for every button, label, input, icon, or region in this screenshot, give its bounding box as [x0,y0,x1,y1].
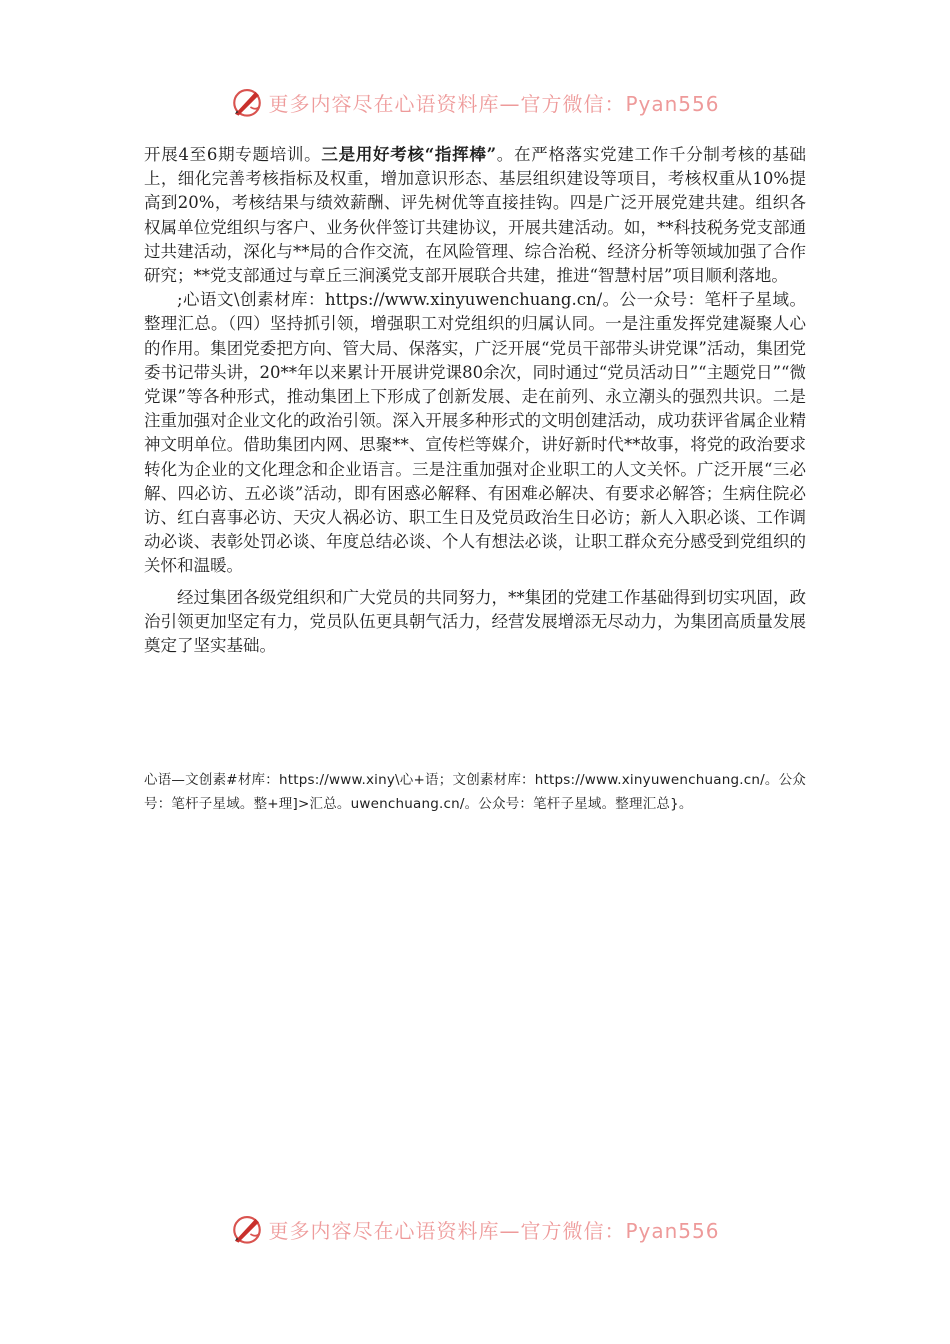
pen-circle-logo-icon [230,1212,264,1246]
header-banner [0,84,950,120]
document-body [144,143,806,658]
p1-bold-heading: 三是用好考核“指挥棒” [321,145,497,164]
paragraph-3: 经过集团各级党组织和广大党员的共同努力，**集团的党建工作基础得到切实巩固，政治引领更加坚定有力，党员队伍更具朝气活力，经营发展增添无尽动力，为集团高质量发展奠定了坚实基础。 [144,587,806,656]
p1-intro: 开展4至6期专题培训。 [144,145,322,164]
paragraph-1 [144,143,806,288]
pen-circle-logo-icon [230,85,264,119]
banner-text: 更多内容尽在心语资料库—官方微信：Pyan556 [268,1218,720,1243]
banner-text: 更多内容尽在心语资料库—官方微信：Pyan556 [268,91,720,116]
p1-rest: 。在严格落实党建工作千分制考核的基础上，细化完善考核指标及权重，增加意识形态、基层组织建设等项目，考核权重从10%提高到20%，考核结果与绩效薪酬、评先树优等直接挂钩。四是广泛开展党建共建。组织各权属单位党组织与客户、业务伙伴签订共建协议，开展共建活动。如，**科技税务党支部通过共建活动，深化与**局的合作交流，在风险管理、综合治税、经济分析等领域加强了合作研究；**党支部通过与章丘三涧溪党支部开展联合共建，推进“智慧村居”项目顺利落地。 [144,145,807,286]
watermark-footnote: 心语—文创素#材库：https://www.xiny\心+语；文创素材库：https://www.xinyuwenchuang.cn/。公众号：笔杆子星域。整+理]>汇总。uwenchuang.cn/。公众号：笔杆子星域。整理汇总}。 [144,772,806,812]
footer-banner [0,1211,950,1247]
paragraph-2: ;心语文\创素材库：https://www.xinyuwenchuang.cn/。公一众号：笔杆子星域。整理汇总。（四）坚持抓引领，增强职工对党组织的归属认同。一是注重发挥党建凝聚人心的作用。集团党委把方向、管大局、保落实，广泛开展“党员干部带头讲党课”活动，集团党委书记带头讲，20**年以来累计开展讲党课80余次，同时通过“党员活动日”“主题党日”“微党课”等各种形式，推动集团上下形成了创新发展、走在前列、永立潮头的强烈共识。二是注重加强对企业文化的政治引领。深入开展多种形式的文明创建活动，成功获评省属企业精神文明单位。借助集团内网、思聚**、宣传栏等媒介，讲好新时代**故事，将党的政治要求转化为企业的文化理念和企业语言。三是注重加强对企业职工的人文关怀。广泛开展“三必解、四必访、五必谈”活动，即有困惑必解释、有困难必解决、有要求必解答；生病住院必访、红白喜事必访、天灾人祸必访、职工生日及党员政治生日必访；新人入职必谈、工作调动必谈、表彰处罚必谈、年度总结必谈、个人有想法必谈，让职工群众充分感受到党组织的关怀和温暖。 [144,290,806,576]
